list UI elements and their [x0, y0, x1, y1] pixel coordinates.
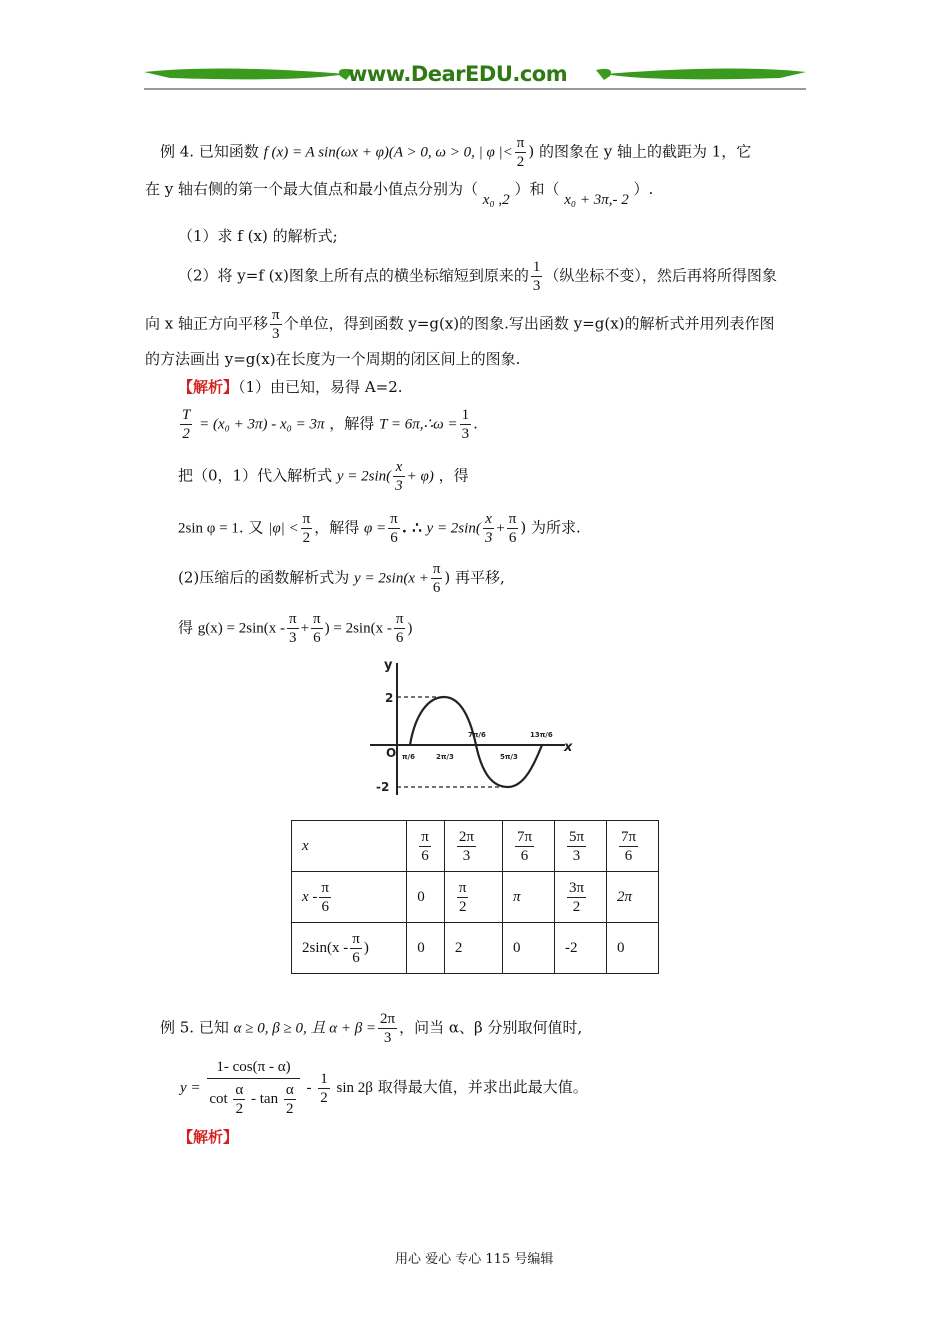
den-cot: cot [209, 1090, 228, 1107]
omega-frac [460, 406, 472, 443]
frac-num: π [321, 879, 329, 896]
ex5-solution-label: 【解析】 [178, 1128, 239, 1146]
ex4-line2 [145, 178, 654, 208]
table-row [292, 923, 659, 974]
solution-s1: （1）由已知，易得 A=2. [238, 378, 403, 396]
ex4-line2-suffix: ）. [633, 180, 654, 198]
frac-num: π [313, 611, 321, 627]
frac-den: 6 [352, 949, 360, 966]
s4-g: y = 2sin( [426, 520, 481, 537]
ex4-q2b-suffix: 个单位，得到函数 y=g(x)的图象.写出函数 y=g(x)的解析式并用列表作图 [283, 314, 775, 333]
s4-e: φ = [364, 520, 387, 537]
cell-frac [567, 828, 586, 865]
frac-den: 6 [520, 847, 529, 864]
ex5-sin2b: sin 2β [336, 1080, 373, 1096]
frac-num: 2π [380, 1011, 396, 1027]
frac-num: 1- cos(π - α) [207, 1058, 299, 1079]
sine-curve [410, 697, 542, 787]
row2-label-frac [319, 879, 331, 916]
ex4-prefix: 例 4. 已知函数 [160, 142, 259, 161]
frac-num: π [516, 135, 525, 151]
table-cell [554, 872, 606, 923]
row3-label-b: ) [363, 939, 369, 956]
one-third-frac [531, 258, 543, 295]
frac-den: 6 [321, 898, 329, 915]
frac-num: 3π [568, 879, 585, 896]
s3-suffix: ，得 [438, 466, 469, 485]
frac-num: x [483, 510, 495, 529]
frac-num: 1 [461, 407, 470, 423]
tick-label: π/6 [402, 753, 415, 761]
table-cell: 0 [407, 872, 445, 923]
ex4-suffix: ) 的图象在 y 轴上的截距为 1，它 [528, 142, 752, 161]
frac-den: 3 [383, 1030, 392, 1046]
s2-text: ，解得 [329, 414, 375, 433]
s4-d: ，解得 [314, 518, 360, 537]
table-cell [407, 821, 445, 872]
den-tan: tan [259, 1090, 279, 1107]
frac-num: x [393, 458, 405, 477]
s6-end: ) [407, 620, 413, 637]
table-cell: -2 [554, 923, 606, 974]
ex4-mid: ）和（ [514, 180, 560, 198]
row-label [292, 923, 407, 974]
frac-den: 2 [572, 898, 581, 915]
cell-frac [567, 879, 586, 916]
row3-label-frac [350, 930, 362, 967]
ex5-big-frac [207, 1058, 299, 1118]
frac-den: 2 [302, 530, 311, 546]
frac-den: 2 [458, 898, 467, 915]
frac-num: 7π [517, 828, 533, 845]
s5-suffix: ) 再平移, [444, 568, 505, 587]
pi-over-6-d [311, 610, 323, 647]
ex4-q1: （1）求 f (x) 的解析式; [178, 227, 338, 245]
s4-b: . 又 [238, 518, 264, 537]
s3-prefix: 把（0，1）代入解析式 [178, 466, 333, 485]
frac-num: T [182, 407, 191, 423]
table-cell [554, 821, 606, 872]
cell-frac [457, 828, 476, 865]
table-cell: 0 [503, 923, 555, 974]
frac-den: 6 [624, 847, 633, 864]
ex4-line2-prefix: 在 y 轴右侧的第一个最大值点和最小值点分别为（ [145, 180, 479, 198]
s4-h: + [496, 520, 505, 537]
table-row [292, 872, 659, 923]
frac-den: 2 [182, 426, 190, 442]
table-cell [444, 821, 502, 872]
pi-over-6-c [431, 560, 443, 597]
s2-end: . [473, 414, 478, 433]
frac-num: π [458, 879, 467, 896]
ex5-y: y = [180, 1080, 201, 1096]
solution-line4 [178, 510, 581, 547]
frac-num: α [235, 1082, 244, 1098]
tick-label: 2π/3 [436, 753, 454, 761]
tick-label: 7π/6 [468, 731, 486, 739]
frac-num: 7π [620, 828, 637, 845]
table-cell: 0 [606, 923, 658, 974]
frac-num: π [421, 828, 429, 845]
frac-den: 6 [390, 530, 398, 546]
solution-line5 [178, 560, 505, 597]
cell-frac [619, 828, 638, 865]
s5-prefix: (2)压缩后的函数解析式为 [178, 568, 350, 587]
s6-expr-b: ) = 2sin(x - [324, 620, 392, 637]
s6-plus: + [300, 620, 310, 637]
frac-den: 3 [484, 530, 493, 546]
table-cell: π [503, 872, 555, 923]
frac-num: 2π [458, 828, 474, 845]
table-cell [503, 821, 555, 872]
frac-den [207, 1079, 299, 1118]
frac-num: 1 [320, 1070, 328, 1087]
frac-den: 3 [461, 426, 470, 442]
row-label: x [292, 821, 407, 872]
table-row [292, 821, 659, 872]
cell-frac [515, 828, 534, 865]
ex5-minus: - [306, 1080, 312, 1096]
frac-den: 2 [516, 154, 525, 170]
page-footer: 用心 爱心 专心 115 号编辑 [395, 1252, 554, 1267]
ex4-pi-over-2 [515, 134, 527, 171]
s4-a: 2sin φ = 1 [178, 520, 239, 537]
frac-num: π [508, 511, 517, 527]
ex4-func: f (x) = A sin(ωx + φ)(A > 0, ω > 0, | φ |< [263, 144, 513, 161]
solution-line1 [178, 376, 403, 398]
frac-num: π [289, 611, 297, 627]
frac-den: 6 [313, 630, 321, 646]
solution-line6 [178, 610, 412, 647]
ex4-q2-suffix: （纵坐标不变），然后再将所得图象 [544, 266, 777, 285]
s6-prefix: 得 [178, 618, 194, 637]
frac-den: 3 [572, 847, 581, 864]
s5-expr: y = 2sin(x + [354, 570, 429, 587]
ex5-suffix: ，问当 α、β 分别取何值时, [399, 1018, 583, 1037]
cell-frac [419, 828, 431, 865]
frac-den: 3 [289, 630, 297, 646]
ex5-cond: α ≥ 0, β ≥ 0, 且 α + β = [233, 1020, 377, 1037]
pi-over-6-b [507, 510, 519, 547]
frac-num: π [432, 561, 441, 577]
frac-den: 3 [532, 278, 541, 294]
frac-num: 5π [568, 828, 585, 845]
tick-label: 5π/3 [500, 753, 518, 761]
sine-graph [360, 655, 590, 805]
header-banner [140, 60, 810, 92]
pi-over-6 [388, 510, 400, 547]
frac-num: π [390, 511, 398, 527]
x-over-3-b [483, 510, 495, 547]
table-cell [606, 821, 658, 872]
pi-over-2 [301, 510, 313, 547]
solution-line3 [178, 458, 469, 495]
ex5-line1 [160, 1010, 582, 1047]
ex4-q2b [145, 306, 775, 343]
cell-frac [457, 879, 469, 916]
frac-den: 6 [395, 630, 404, 646]
origin-label: O [386, 746, 397, 760]
s4-f: . ∴ [401, 518, 422, 537]
frac-den: 2 [320, 1089, 328, 1106]
alpha-half-b [284, 1081, 296, 1118]
row2-label-a: x - [302, 888, 318, 905]
row3-label-a: 2sin(x - [302, 939, 349, 956]
table-cell: 0 [407, 923, 445, 974]
alpha-half-a [233, 1081, 245, 1118]
ex5-formula [180, 1058, 588, 1118]
ex4-q2b-prefix: 向 x 轴正方向平移 [145, 314, 268, 333]
x-over-3 [393, 458, 405, 495]
two-pi-third [378, 1010, 397, 1047]
ex5-prefix: 例 5. 已知 [160, 1018, 229, 1037]
frac-den: 3 [395, 478, 403, 494]
s2-expr: = (x₀ + 3π) - x₀ = 3π [199, 416, 325, 433]
s2-expr2: T = 6π,∴ω = [379, 416, 458, 433]
den-minus: - [251, 1090, 256, 1107]
frac-den: 2 [286, 1101, 294, 1117]
pi-over-3 [287, 610, 299, 647]
y-max-label: 2 [385, 691, 394, 705]
frac-num: π [272, 307, 280, 323]
solution-line2 [178, 406, 478, 443]
frac-num: π [352, 930, 360, 947]
s3-expr-a: y = 2sin( [336, 468, 392, 485]
y-axis-label: y [384, 658, 393, 673]
t-over-2 [180, 406, 192, 443]
x-axis-label: x [564, 740, 573, 755]
ex4-line1 [160, 134, 751, 171]
frac-den: 2 [235, 1101, 244, 1117]
ex4-q2c: 的方法画出 y=g(x)在长度为一个周期的闭区间上的图象. [145, 350, 521, 368]
tick-label: 13π/6 [530, 731, 553, 739]
frac-num: π [302, 511, 311, 527]
solution-label: 【解析】 [178, 378, 239, 396]
pi-over-6-e [394, 610, 406, 647]
frac-den: 3 [272, 326, 280, 342]
ex4-point1: x₀ ,2 [482, 192, 510, 208]
frac-den: 6 [421, 847, 429, 864]
ex5-tail: 取得最大值，并求出此最大值。 [377, 1078, 588, 1096]
ex4-q2 [178, 258, 777, 295]
ex4-point2: x₀ + 3π,- 2 [564, 192, 629, 208]
frac-den: 6 [508, 530, 517, 546]
frac-num: 1 [532, 259, 541, 275]
ex4-q2-prefix: （2）将 y=f (x)图象上所有点的横坐标缩短到原来的 [178, 266, 529, 285]
row-label [292, 872, 407, 923]
frac-den: 3 [462, 847, 471, 864]
frac-num: α [285, 1082, 294, 1098]
table-cell: 2 [444, 923, 502, 974]
table-cell [444, 872, 502, 923]
site-logo-text: www.DearEDU.com [348, 62, 568, 86]
y-min-label: -2 [376, 780, 390, 794]
s6-expr-a: g(x) = 2sin(x - [197, 620, 285, 637]
s4-i: ) 为所求. [520, 518, 581, 537]
frac-num: π [395, 611, 404, 627]
table-cell: 2π [606, 872, 658, 923]
one-half [318, 1070, 330, 1107]
pi-third-frac [270, 306, 282, 343]
value-table [291, 820, 659, 974]
s4-c: |φ| < [268, 520, 299, 537]
frac-den: 6 [432, 580, 441, 596]
s3-expr-b: + φ) [406, 468, 434, 485]
